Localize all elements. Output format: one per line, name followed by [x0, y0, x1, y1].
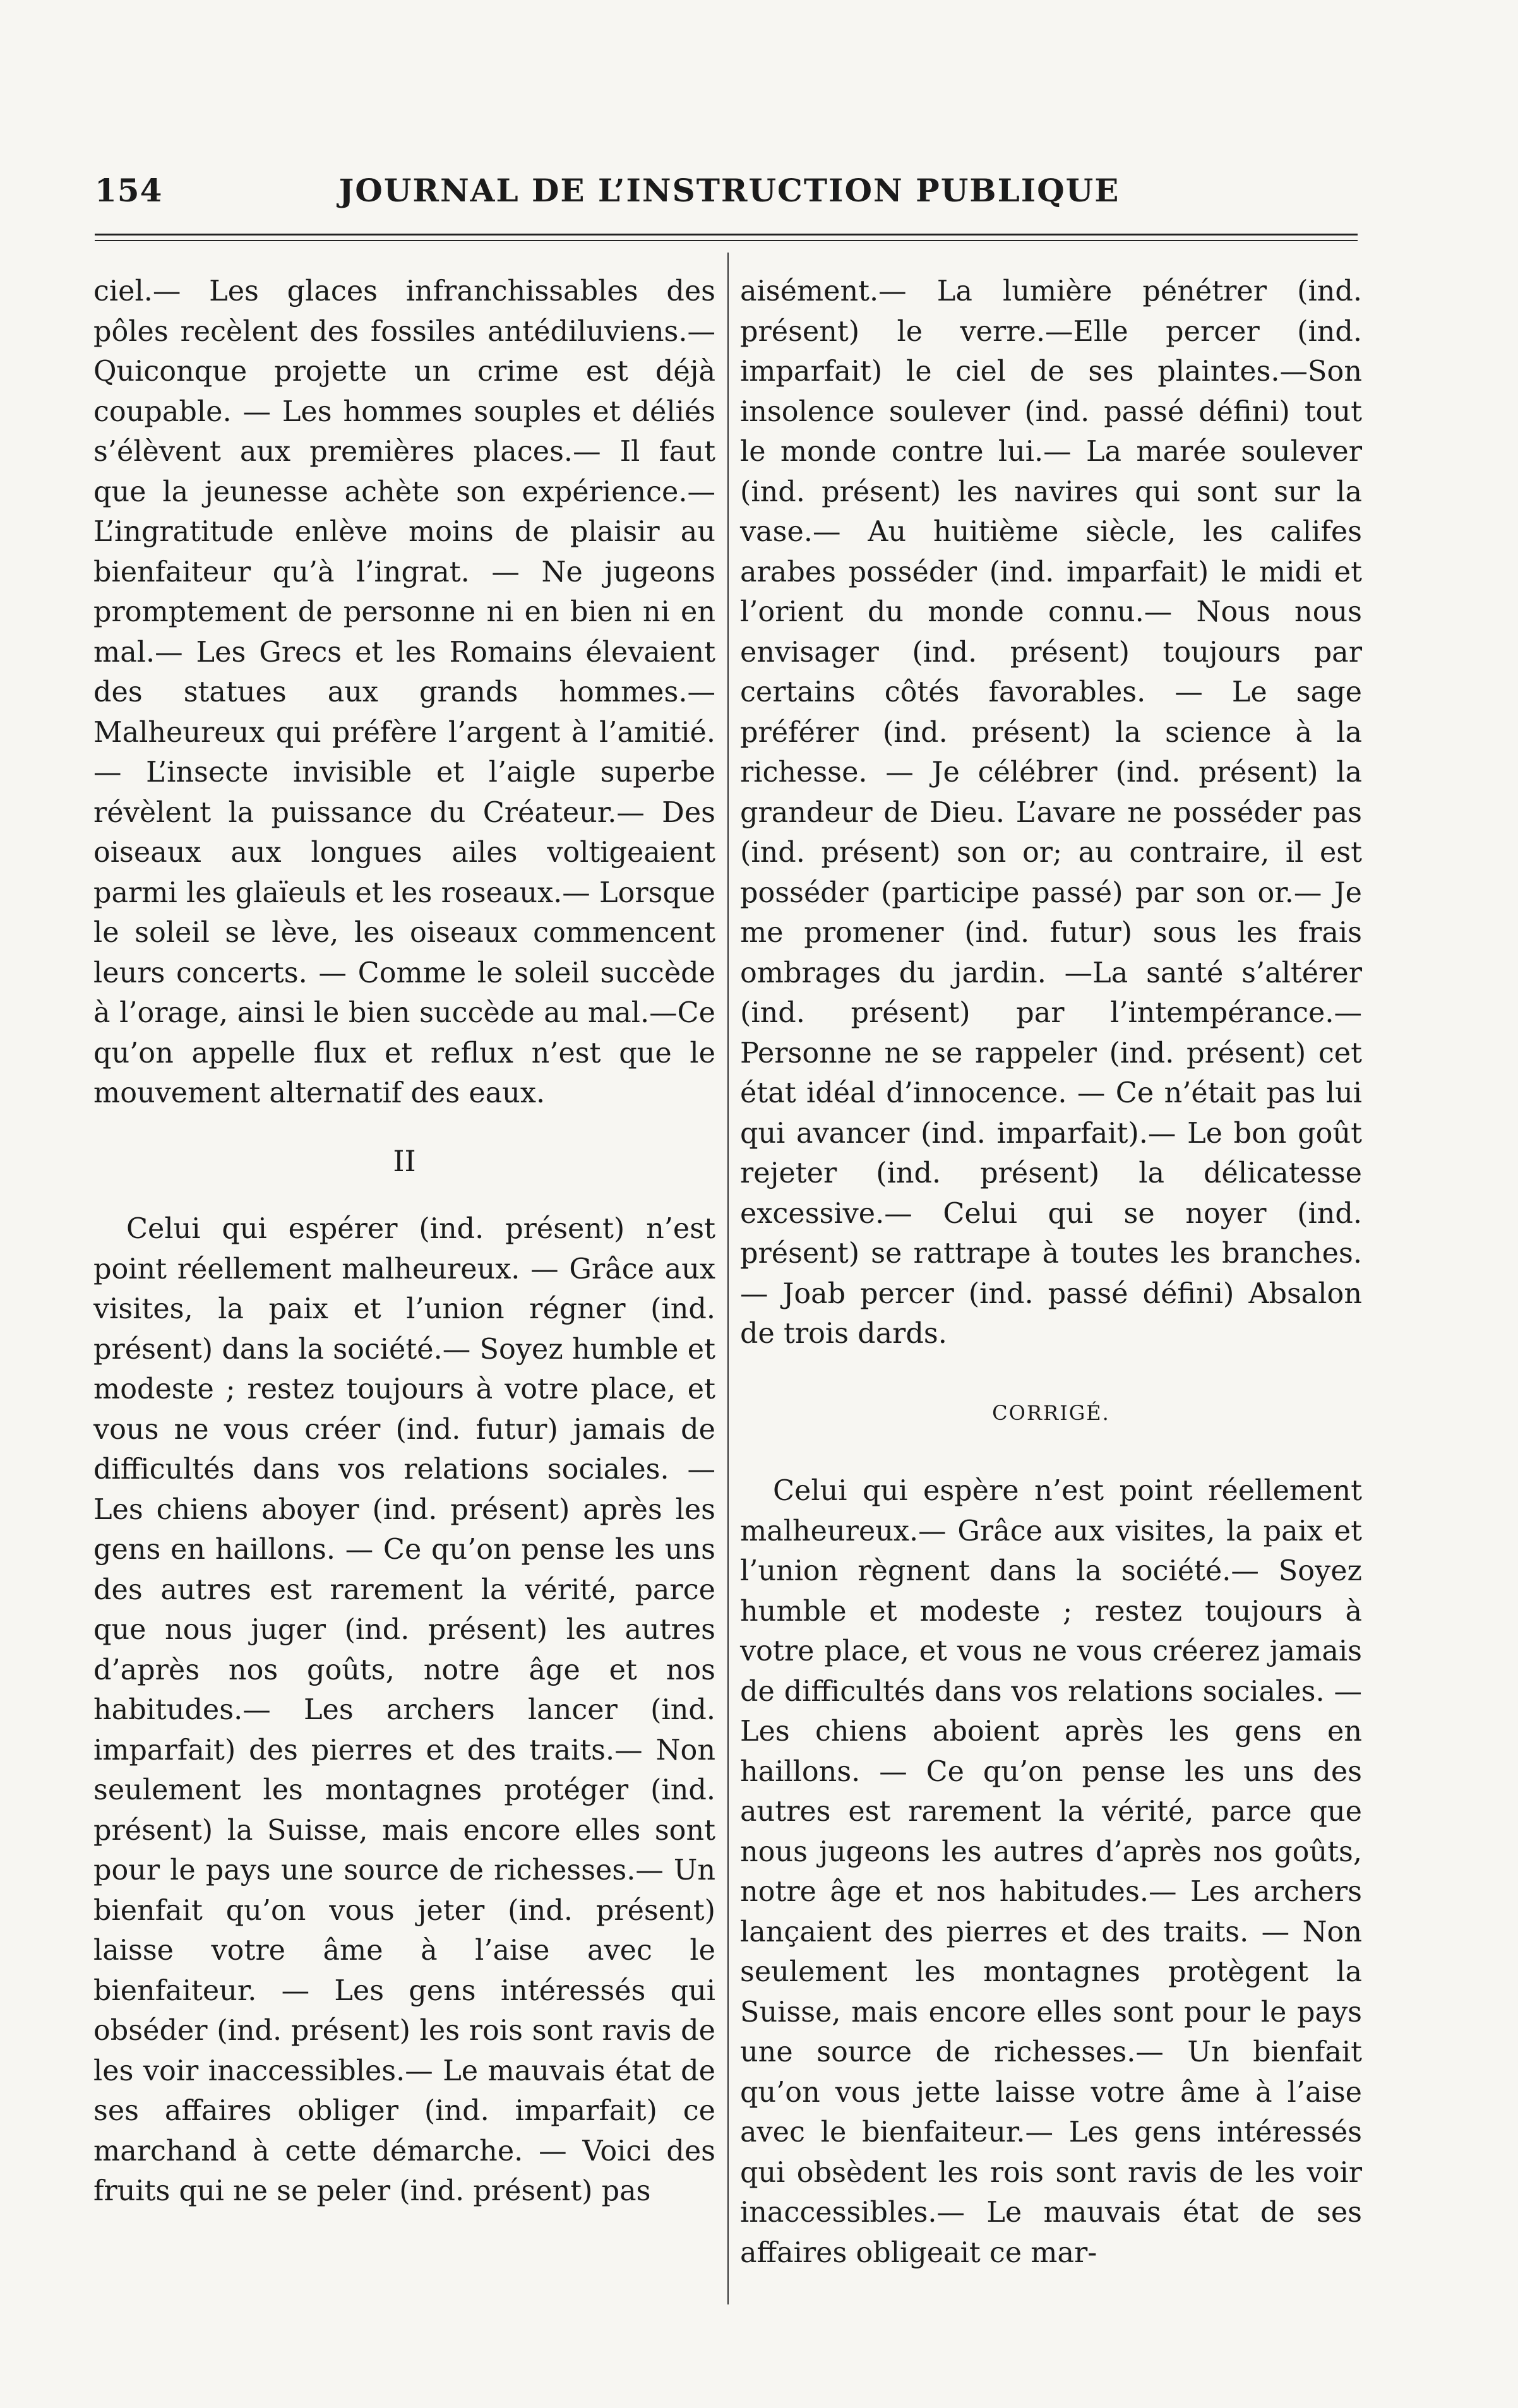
section-heading: II [393, 1143, 416, 1178]
column-divider [727, 253, 729, 2304]
header-rule-thin [95, 240, 1358, 241]
right-column [740, 271, 1362, 2273]
left-paragraph-1: ciel.— Les glaces infranchissables des pôles recèlent des fossiles antédiluviens.— Quiconque projette un crime est déjà coupable. — Les hommes souples et déliés s’élèvent aux premières places.— Il faut que la jeunesse achète son expérience.— L’ingratitude enlève moins de plaisir au bienfaiteur qu’à l’ingrat. — Ne jugeons promptement de personne ni en bien ni en mal.— Les Grecs et les Romains élevaient des statues aux grands hommes.— Malheureux qui préfère l’argent à l’amitié. — L’insecte invisible et l’aigle superbe révèlent la puissance du Créateur.— Des oiseaux aux longues ailes voltigeaient parmi les glaïeuls et les roseaux.— Lorsque le soleil se lève, les oiseaux commencent leurs concerts. — Comme le soleil succède à l’orage, ainsi le bien succède au mal.—Ce qu’on appelle flux et reflux n’est que le mouvement alternatif des eaux. [93, 275, 715, 1109]
page-header [95, 172, 1364, 216]
left-paragraph-2: Celui qui espérer (ind. présent) n’est point réellement malheureux. — Grâce aux visites, la paix et l’union régner (ind. présent) dans la société.— Soyez humble et modeste ; restez toujours à votre place, et vous ne vous créer (ind. futur) jamais de difficultés dans vos relations sociales. — Les chiens aboyer (ind. présent) après les gens en haillons. — Ce qu’on pense les uns des autres est rarement la vérité, parce que nous juger (ind. présent) les autres d’après nos goûts, notre âge et nos habitudes.— Les archers lancer (ind. imparfait) des pierres et des traits.— Non seulement les montagnes protéger (ind. présent) la Suisse, mais encore elles sont pour le pays une source de richesses.— Un bienfait qu’on vous jeter (ind. présent) laisse votre âme à l’aise avec le bienfaiteur. — Les gens intéressés qui obséder (ind. présent) les rois sont ravis de les voir inaccessibles.— Le mauvais état de ses affaires obliger (ind. imparfait) ce marchand à cette démarche. — Voici des fruits qui ne se peler (ind. présent) pas [93, 1213, 715, 2207]
running-title: JOURNAL DE L’INSTRUCTION PUBLIQUE [338, 172, 1120, 209]
corrige-heading: CORRIGÉ. [992, 1400, 1110, 1425]
right-paragraph-1: aisément.— La lumière pénétrer (ind. présent) le verre.—Elle percer (ind. imparfait) le ciel de ses plaintes.—Son insolence soulever (ind. passé défini) tout le monde contre lui.— La marée soulever (ind. présent) les navires qui sont sur la vase.— Au huitième siècle, les califes arabes posséder (ind. imparfait) le midi et l’orient du monde connu.— Nous nous envisager (ind. présent) toujours par certains côtés favorables. — Le sage préférer (ind. présent) la science à la richesse. — Je célébrer (ind. présent) la grandeur de Dieu. L’avare ne posséder pas (ind. présent) son or; au contraire, il est posséder (participe passé) par son or.— Je me promener (ind. futur) sous les frais ombrages du jardin. —La santé s’altérer (ind. présent) par l’intempérance.— Personne ne se rappeler (ind. présent) cet état idéal d’innocence. — Ce n’était pas lui qui avancer (ind. imparfait).— Le bon goût rejeter (ind. présent) la délicatesse excessive.— Celui qui se noyer (ind. présent) se rattrape à toutes les branches.— Joab percer (ind. passé défini) Absalon de trois dards. [740, 275, 1362, 1350]
page-number: 154 [95, 172, 163, 209]
header-rule-thick [95, 234, 1358, 235]
right-paragraph-2: Celui qui espère n’est point réellement malheureux.— Grâce aux visites, la paix et l’union règnent dans la société.— Soyez humble et modeste ; restez toujours à votre place, et vous ne vous créerez jamais de difficultés dans vos relations sociales. — Les chiens aboient après les gens en haillons. — Ce qu’on pense les uns des autres est rarement la vérité, parce que nous jugeons les autres d’après nos goûts, notre âge et nos habitudes.— Les archers lançaient des pierres et des traits. — Non seulement les montagnes protègent la Suisse, mais encore elles sont pour le pays une source de richesses.— Un bienfait qu’on vous jette laisse votre âme à l’aise avec le bienfaiteur.— Les gens intéressés qui obsèdent les rois sont ravis de les voir inaccessibles.— Le mauvais état de ses affaires obligeait ce mar- [740, 1475, 1362, 2269]
left-column [93, 271, 715, 2212]
